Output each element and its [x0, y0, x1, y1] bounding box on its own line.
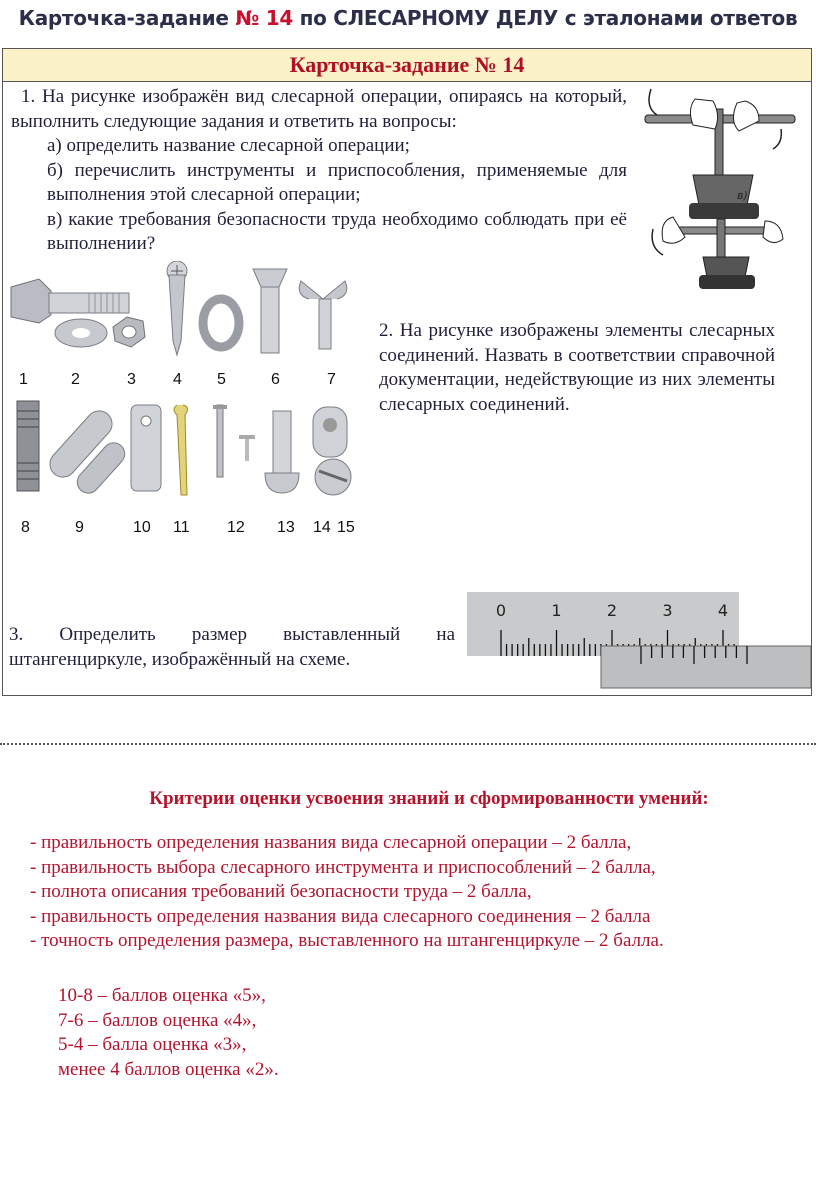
main-scale-label: 0: [495, 601, 507, 620]
criteria-item: - правильность определения названия вида слесарного соединения – 2 балла: [30, 905, 651, 927]
question-1: [11, 85, 627, 257]
fastener-number: 1: [19, 371, 28, 388]
main-scale-label: 3: [662, 601, 673, 620]
fastener-number: 6: [271, 371, 280, 388]
title-prefix: Карточка-задание: [18, 6, 236, 30]
card-title: Карточка-задание № 14: [3, 49, 811, 82]
grade-line: менее 4 баллов оценка «2».: [58, 1058, 279, 1080]
figure-label: в): [737, 189, 748, 202]
criteria-item: - полнота описания требований безопасности труда – 2 балла,: [30, 881, 532, 902]
fastener-number: 9: [75, 519, 84, 536]
fastener-number: 4: [173, 371, 182, 388]
rivet-image: [265, 411, 299, 493]
stud-image: [17, 401, 39, 491]
pin-image: [131, 405, 161, 491]
fasteners-image-row2: [11, 397, 361, 501]
title-number: № 14: [235, 6, 293, 30]
criteria-item: - правильность определения названия вида слесарной операции – 2 балла,: [30, 832, 632, 853]
q1-item-c: в) какие требования безопасности труда необходимо соблюдать при её выполнении?: [47, 208, 627, 254]
fasteners-image-row1: [9, 261, 359, 361]
cross-dowel-image: [313, 407, 347, 457]
grade-line: 7-6 – баллов оценка «4»,: [58, 1009, 257, 1031]
fastener-number: 14: [313, 519, 331, 536]
fastener-number: 3: [127, 371, 136, 388]
criteria-title: Критерии оценки усвоения знаний и сформированности умений:: [149, 788, 709, 809]
slotted-disc-image: [315, 459, 351, 495]
fastener-number: 2: [71, 371, 80, 388]
main-scale-label: 4: [717, 601, 729, 620]
fastener-number: 13: [277, 519, 295, 536]
key-image: [45, 406, 130, 498]
q1-item-b: б) перечислить инструменты и приспособления, применяемые для выполнения этой слесарной операции;: [47, 159, 627, 205]
fastener-number: 10: [133, 519, 151, 536]
grade-line: 5-4 – балла оценка «3»,: [58, 1034, 247, 1055]
washer-image: [55, 319, 107, 347]
question-2: 2. На рисунке изображены элементы слесарных соединений. Назвать в соответствии справочной документации, недействующие из них элементы слесарных соединений.: [379, 320, 775, 415]
main-scale-label: 2: [606, 601, 618, 620]
nut-image: [113, 317, 145, 347]
blind-rivet-image: [213, 405, 255, 477]
page-title: [0, 6, 816, 30]
cotter-pin-image: [174, 405, 188, 495]
question-3: 3. Определить размер выставленный на штангенциркуле, изображённый на схеме.: [9, 624, 455, 670]
countersunk-bolt-image: [253, 269, 287, 353]
q1-intro: 1. На рисунке изображён вид слесарной операции, опираясь на который, выполнить следующие задания и ответить на вопросы:: [11, 86, 627, 132]
criteria-section: [0, 788, 816, 1080]
fastener-number: 15: [337, 519, 355, 536]
fastener-number: 11: [173, 519, 190, 536]
wing-nut-image: [299, 281, 347, 349]
caliper-scale-diagram: [467, 592, 811, 692]
criteria-item: - правильность выбора слесарного инструмента и приспособлений – 2 балла,: [30, 856, 656, 878]
bolt-image: [11, 279, 129, 323]
title-suffix: по СЛЕСАРНОМУ ДЕЛУ с эталонами ответов: [292, 6, 798, 30]
q1-item-a: а) определить название слесарной операции;: [47, 135, 410, 156]
tapping-operation-illustration: [633, 79, 809, 297]
fastener-number: 7: [327, 371, 336, 388]
fastener-number: 5: [217, 371, 226, 388]
fastener-number: 8: [21, 519, 30, 536]
grade-line: 10-8 – баллов оценка «5»,: [58, 985, 266, 1006]
criteria-list: [30, 831, 664, 954]
grading-scale: [58, 984, 279, 1082]
criteria-item: - точность определения размера, выставленного на штангенциркуле – 2 балла.: [30, 930, 664, 951]
fastener-number: 12: [227, 519, 245, 536]
main-scale-label: 1: [551, 601, 562, 620]
section-divider: [0, 743, 816, 745]
spring-washer-image: [203, 299, 239, 347]
screw-image: [167, 261, 187, 355]
task-card: [2, 48, 812, 696]
